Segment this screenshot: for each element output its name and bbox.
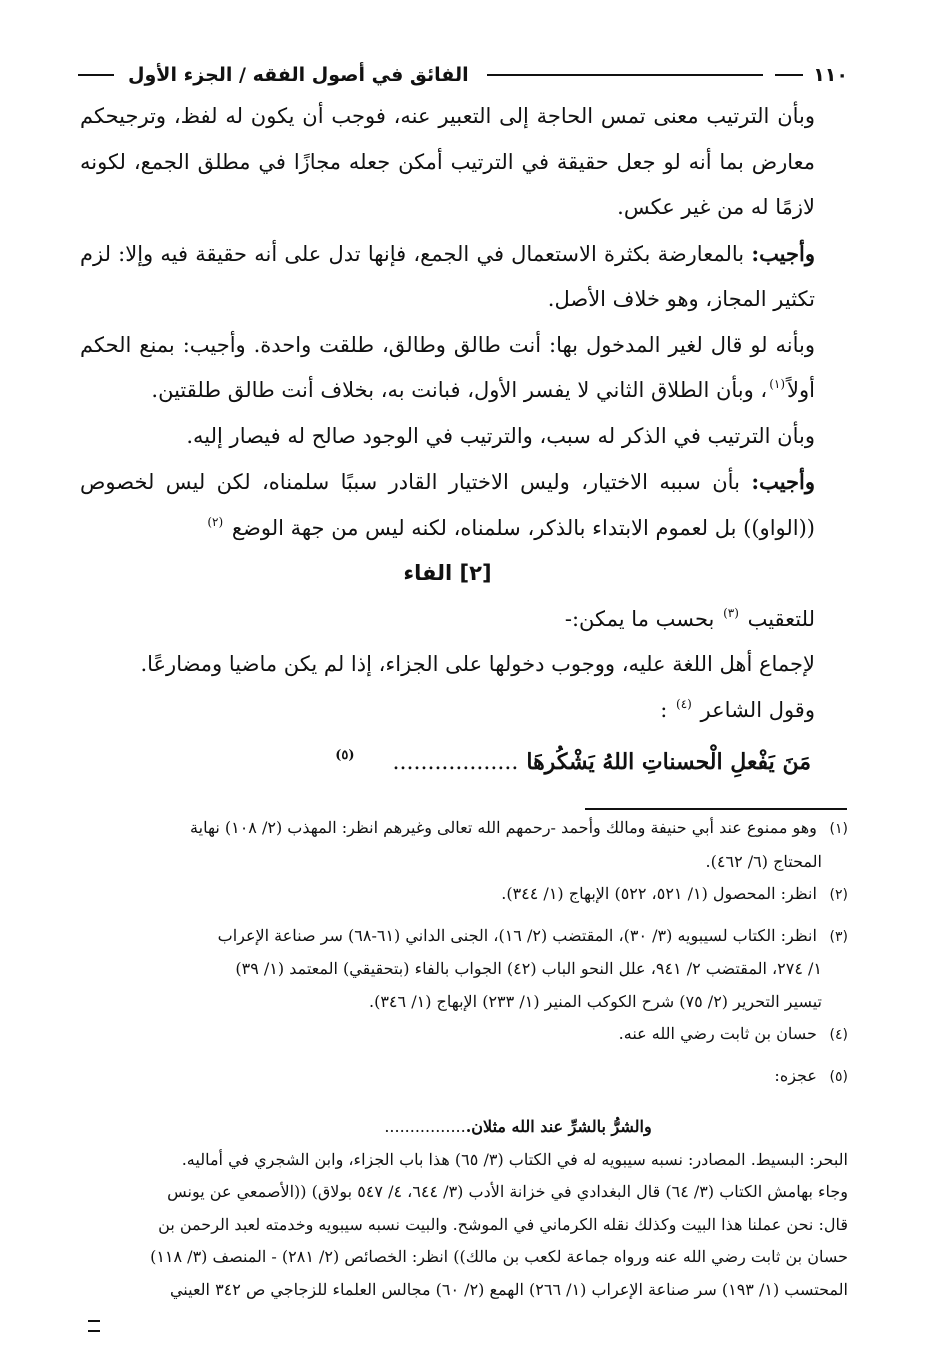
paragraph [80,414,815,460]
footnote-marker: (٤) [676,696,692,711]
footnote-text: وهو ممنوع عند أبي حنيفة ومالك وأحمد -رحمهم الله تعالى وغيرهم انظر: المهذب (٢/ ١٠٨) نهاية [190,818,817,837]
paragraph [80,642,815,688]
spacer [78,912,848,920]
running-title: الفائق في أصول الفقه / الجزء الأول [128,64,469,86]
paragraph [80,231,815,323]
footnotes [78,812,848,1306]
paragraph-text: وبأن الترتيب في الذكر له سبب، والترتيب في الوجود صالح له فيصار إليه. [186,423,815,448]
footnote-text: عجزه: [774,1065,817,1085]
footnote-3-continued: ١/ ٢٧٤، المقتضب ٢/ ٩٤١، علل النحو الباب (٤٢) الجواب بالفاء (بتحقيقي) المعتمد (١/ ٣٩) [235,959,822,978]
section-heading: [٢] الفاء [403,561,492,585]
paragraph [80,688,815,734]
paragraph-text: ، وبأن الطلاق الثاني لا يفسر الأول، فبانت به، بخلاف أنت طالق طلقتين. [151,378,768,402]
header-rule-short [775,74,803,76]
page-number: ١١٠ [813,64,848,86]
footnote-number: (١) [829,821,848,837]
footnote-source-line: البحر: البسيط. المصادر: نسبه سيبويه له في الكتاب (٣/ ٦٥) هذا باب الجزاء، وابن الشجري في أماليه. [181,1149,848,1169]
paragraph-text: لإجماع أهل اللغة عليه، ووجوب دخولها على الجزاء، إذا لم يكن ماضيا ومضارعًا. [140,652,815,676]
footnote-marker: (١) [769,377,786,391]
footnote-1-continued: المحتاج (٦/ ٤٦٢). [705,851,822,871]
footnote-source-line: قال: نحن عملنا هذا البيت وكذلك نقله الكرماني في الموشح. والبيت نسبه سيبويه وخدمته لعبد الرحمن بن [158,1214,848,1234]
paragraph [80,323,815,414]
footnote-number: (٥) [829,1068,848,1085]
paragraph-text: وبأنه لو قال لغير المدخول بها: أنت طالق وطالق، طلقت واحدة. وأجيب: بمنع الحكم أولاً [80,332,815,402]
footnote-4 [78,1018,848,1052]
footnote-source-line: حسان بن ثابت رضي الله عنه ورواه جماعة لكعب بن مالك)) انظر: الخصائص (٢/ ٢٨١) - المنصف (٣/ ١١٨) [150,1247,848,1266]
header-rule-long [487,74,764,76]
main-text [80,94,815,786]
verse-hemistich [78,1111,848,1144]
paragraph-text: بأن سببه الاختيار، وليس الاختيار القادر سببًا سلمناه، لكن ليس لخصوص ((الواو)) بل لعموم الابتداء بالذكر، سلمناه، لكنه ليس من جهة الوضع [80,470,815,540]
header-rule-end [78,74,114,76]
paragraph [80,597,815,643]
footnote-text: حسان بن ثابت رضي الله عنه. [618,1024,817,1043]
paragraph-text: بحسب ما يمكن:- [564,606,715,631]
spacer [78,1052,848,1060]
footnote-5 [78,1060,848,1094]
footnote-source-line: المحتسب (١/ ١٩٣) سر صناعة الإعراب (١/ ٢٦٦) الهمع (٢/ ٦٠) مجالس العلماء للزجاجي ص ٣٤٢ العيني [169,1279,848,1299]
paragraph-text: وقول الشاعر [700,697,815,722]
paragraph-text: للتعقيب [747,606,815,631]
answer-lead: وأجيب: [751,240,815,266]
answer-lead: وأجيب: [751,469,815,494]
verse-ellipsis: .................. [392,750,519,775]
footnote-source-line: وجاء بهامش الكتاب (٣/ ٦٤) قال البغدادي في خزانة الأدب (٣/ ٦٤٤، ٤/ ٥٤٧ بولاق) ((الأصمعي عن يونس [167,1182,848,1201]
paragraph-text: بالمعارضة بكثرة الاستعمال في الجمع، فإنها تدل على أنه حقيقة فيه وإلا: لزم تكثير المجاز، وهو خلاف الأصل. [80,241,815,311]
paragraph-text: وبأن الترتيب معنى تمس الحاجة إلى التعبير عنه، فوجب أن يكون له لفظ، وترجيحكم معارض بما أنه لو جعل حقيقة في الترتيب أمكن جعله مجازًا في مطلق الجمع، لكونه لازمًا له من غير عكس. [80,104,815,219]
footnote-1 [78,812,848,846]
paragraph [80,459,815,551]
hemistich-ellipsis: ................ [384,1117,466,1136]
footnote-number: (٣) [829,928,848,945]
footnote-separator [585,808,847,810]
footnote-marker: (٥) [335,748,355,763]
footnote-text: انظر: المحصول (١/ ٥٢١، ٥٢٢) الإبهاج (١/ ٣٤٤). [501,884,817,903]
paragraph [80,94,815,231]
footnote-marker: (٢) [207,514,224,529]
footnote-2 [78,878,848,912]
verse-text: مَنَ يَفْعلِ الْحسناتِ اللهُ يَشْكُرهَا [526,749,811,775]
footnote-3 [78,920,848,954]
hemistich-text: والشرُّ بالشرِّ عند الله مثلان. [465,1117,652,1136]
footnote-marker: (٣) [723,605,739,620]
footnote-number: (٢) [829,887,848,903]
running-header [78,58,848,92]
continuation-mark [88,1320,100,1332]
footnote-3-continued: تيسير التحرير (٢/ ٧٥) شرح الكوكب المنير (١/ ٢٣٣) الإبهاج (١/ ٣٤٦). [369,991,822,1011]
footnote-text: انظر: الكتاب لسيبويه (٣/ ٣٠)، المقتضب (٢/ ١٦)، الجنى الداني (٦١-٦٨) سر صناعة الإعراب [217,925,817,945]
poetry-verse [80,733,815,786]
paragraph-text: : [660,697,668,722]
spacer [78,1093,848,1111]
footnote-number: (٤) [829,1027,848,1043]
